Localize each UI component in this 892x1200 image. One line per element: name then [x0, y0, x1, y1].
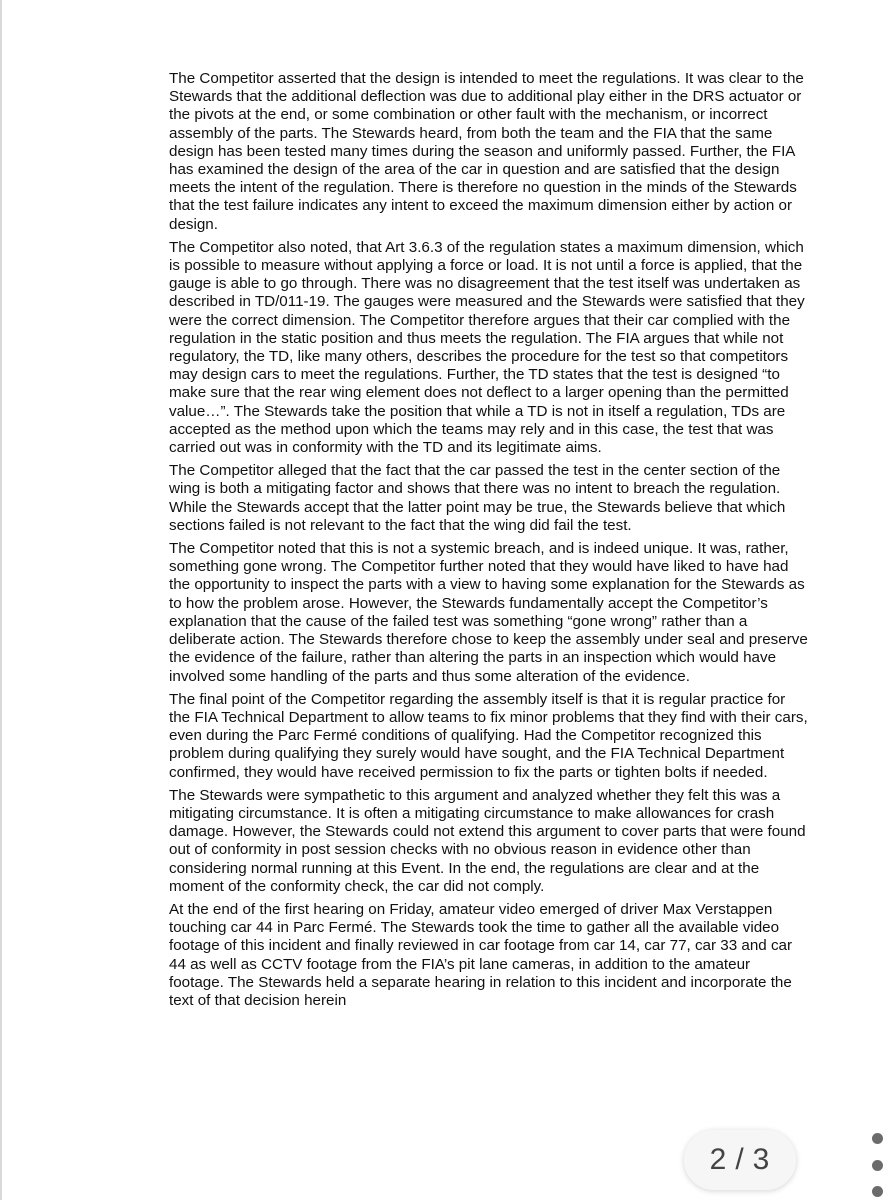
- paragraph: The Competitor asserted that the design is intended to meet the regulations. It was clear to the Stewards that the additional deflection was due to additional play either in the DRS actuator or the pivots at the end, or some combination or other fault with the mechanism, or incorrect assembly of the parts. The Stewards heard, from both the team and the FIA that the same design has been tested many times during the season and uniformly passed. Further, the FIA has examined the design of the area of the car in question and are satisfied that the design meets the intent of the regulation. There is therefore no question in the minds of the Stewards that the test failure indicates any intent to exceed the maximum dimension either by action or design.: [169, 70, 804, 233]
- total-pages: 3: [752, 1143, 771, 1176]
- paragraph: The Stewards were sympathetic to this argument and analyzed whether they felt this was a mitigating circumstance. It is often a mitigating circumstance to make allowances for crash damage. However, the Stewards could not extend this argument to cover parts that were found out of conformity in post session checks with no obvious reason in evidence other than considering normal running at this Event. In the end, the regulations are clear and at the moment of the conformity check, the car did not comply.: [169, 786, 806, 895]
- paragraph: The Competitor also noted, that Art 3.6.3 of the regulation states a maximum dimension, which is possible to measure without applying a force or load. It is not until a force is applied, that the gauge is able to go through. There was no disagreement that the test itself was undertaken as described in TD/011-19. The gauges were measured and the Stewards were satisfied that they were the correct dimension. The Competitor therefore argues that their car complied with the regulation in the static position and thus meets the regulation. The FIA argues that while not regulatory, the TD, like many others, describes the procedure for the test so that competitors may design cars to meet the regulations. Further, the TD states that the test is designed “to make sure that the rear wing element does not deflect to a larger opening than the permitted value…”. The Stewards take the position that while a TD is not in itself a regulation, TDs are accepted as the method upon which the teams may rely and in this case, the test that was carried out was in conformity with the TD and its legitimate aims.: [169, 238, 805, 457]
- current-page: 2: [709, 1143, 728, 1176]
- paragraph: At the end of the first hearing on Friday, amateur video emerged of driver Max Verstappen touching car 44 in Parc Fermé. The Stewards took the time to gather all the available video footage of this incident and finally reviewed in car footage from car 14, car 77, car 33 and car 44 as well as CCTV footage from the FIA’s pit lane cameras, in addition to the amateur footage. The Stewards held a separate hearing in relation to this incident and incorporate the text of that decision herein: [169, 900, 793, 1009]
- paragraph: The Competitor alleged that the fact that the car passed the test in the center section of the wing is both a mitigating factor and shows that there was no intent to breach the regulation. While the Stewards accept that the latter point may be true, the Stewards believe that which sections failed is not relevant to the fact that the wing did fail the test.: [169, 462, 786, 534]
- page-separator: /: [735, 1143, 745, 1176]
- more-vert-icon[interactable]: [862, 1133, 892, 1197]
- menu-dot: [872, 1133, 883, 1144]
- paragraph: The Competitor noted that this is not a systemic breach, and is indeed unique. It was, rather, something gone wrong. The Competitor further noted that they would have liked to have had the opportunity to inspect the parts with a view to having some explanation for the Stewards as to how the problem arose. However, the Stewards fundamentally accept the Competitor’s explanation that the cause of the failed test was something “gone wrong” rather than a deliberate action. The Stewards therefore chose to keep the assembly under seal and preserve the evidence of the failure, rather than altering the parts in an inspection which would have involved some handling of the parts and thus some alteration of the evidence.: [169, 540, 808, 685]
- document-body: [169, 70, 809, 1015]
- menu-dot: [872, 1160, 883, 1171]
- page-counter[interactable]: [684, 1130, 796, 1190]
- page-edge: [0, 0, 2, 1200]
- paragraph: The final point of the Competitor regarding the assembly itself is that it is regular practice for the FIA Technical Department to allow teams to fix minor problems that they find with their cars, even during the Parc Fermé conditions of qualifying. Had the Competitor recognized this problem during qualifying they surely would have sought, and the FIA Technical Department confirmed, they would have received permission to fix the parts or tighten bolts if needed.: [169, 690, 808, 781]
- menu-dot: [872, 1186, 883, 1197]
